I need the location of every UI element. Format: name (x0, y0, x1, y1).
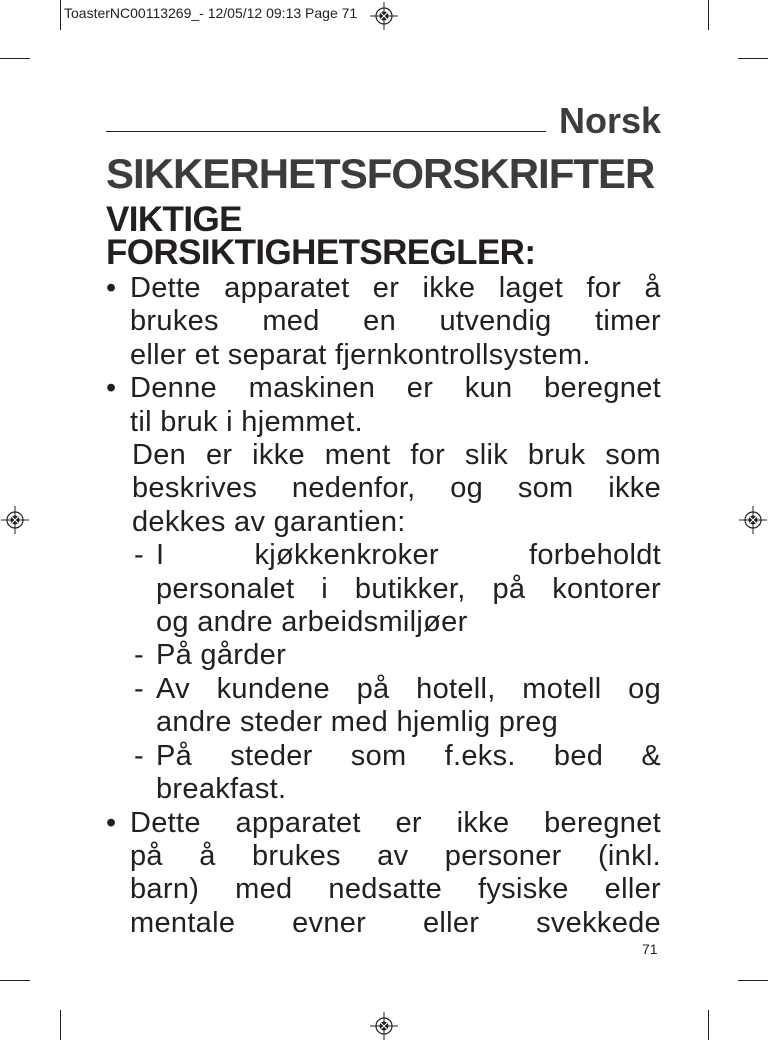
paragraph (130, 439, 661, 806)
language-label: Norsk (558, 100, 661, 141)
text-line: På steder som f.eks. bed & (156, 739, 661, 772)
dash-item (134, 639, 661, 672)
dash-mark: - (134, 739, 144, 772)
text-line: dekkes av garantien: (132, 505, 406, 538)
dash-item (134, 539, 661, 639)
page-number: 71 (642, 941, 658, 957)
text-line: beskrives nedenfor, og som ikke (132, 472, 661, 505)
section-heading (106, 200, 536, 272)
dash-mark: - (134, 539, 144, 572)
text-line: brukes med en utvendig timer (130, 305, 661, 338)
dash-mark: - (134, 639, 144, 672)
registration-mark-icon (370, 2, 398, 30)
heading-line: FORSIKTIGHETSREGLER: (106, 233, 536, 272)
crop-mark (0, 58, 30, 59)
bullet-item (106, 372, 661, 806)
printer-slug: ToasterNC00113269_- 12/05/12 09:13 Page 71 (64, 5, 358, 21)
text-line: barn) med nedsatte fysiske eller (130, 873, 661, 906)
text-line: mentale evner eller svekkede (130, 906, 661, 939)
text-line: eller et separat fjernkontrollsystem. (130, 338, 591, 371)
crop-mark (708, 0, 709, 30)
registration-mark-icon (370, 1012, 398, 1040)
text-line: på å brukes av personer (inkl. (130, 839, 661, 872)
text-line: breakfast. (156, 773, 287, 806)
text-line: • Dette apparatet er ikke beregnet (130, 806, 661, 839)
text-line: På gårder (156, 639, 287, 672)
text-line: Den er ikke ment for slik bruk som (132, 439, 661, 472)
bullet-item (106, 807, 661, 941)
header-rule (106, 131, 546, 132)
registration-mark-icon (739, 506, 767, 534)
text-line: Av kundene på hotell, motell og (156, 672, 661, 705)
dash-item (134, 740, 661, 807)
text-line: til bruk i hjemmet. (130, 405, 363, 438)
heading-line: VIKTIGE (106, 200, 242, 239)
text-line: og andre arbeidsmiljøer (156, 606, 468, 639)
crop-mark (0, 980, 30, 981)
language-header (106, 100, 661, 140)
page-title: SIKKERHETSFORSKRIFTER (106, 150, 655, 197)
dash-mark: - (134, 672, 144, 705)
crop-mark (738, 980, 768, 981)
text-line: • Denne maskinen er kun beregnet (130, 372, 661, 405)
text-line: personalet i butikker, på kontorer (156, 572, 661, 605)
bullet-item (106, 272, 661, 372)
crop-mark (738, 58, 768, 59)
crop-mark (60, 0, 61, 30)
text-line: andre steder med hjemlig preg (156, 706, 559, 739)
body-text (106, 272, 661, 940)
crop-mark (708, 1010, 709, 1040)
registration-mark-icon (1, 506, 29, 534)
dash-item (134, 673, 661, 740)
text-line: I kjøkkenkroker forbeholdt (156, 539, 661, 572)
text-line: • Dette apparatet er ikke laget for å (130, 272, 661, 304)
crop-mark (60, 1010, 61, 1040)
